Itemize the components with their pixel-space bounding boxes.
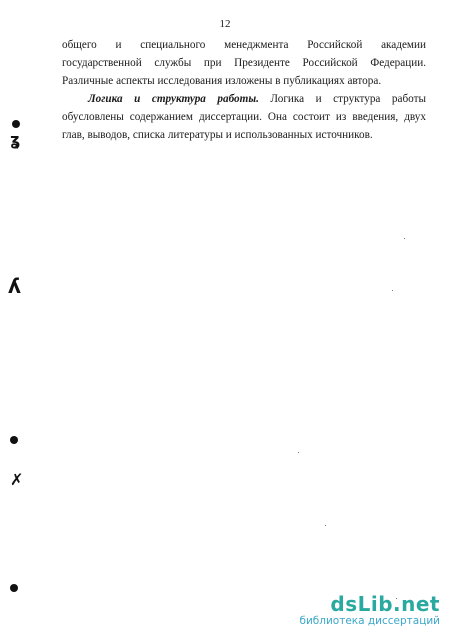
watermark-logo: dsLib.net: [330, 592, 440, 616]
scan-speck: [404, 238, 405, 239]
scan-blot-mark: ʓ: [10, 130, 21, 149]
scan-speck: [392, 290, 393, 291]
watermark: [299, 593, 440, 628]
scan-blot-mark: ʎ: [8, 274, 22, 298]
binder-hole-mark: [12, 120, 20, 128]
scan-speck: [325, 525, 326, 526]
paragraph-continuation: [62, 36, 426, 90]
binder-hole-mark: [10, 584, 18, 592]
scan-speck: [298, 452, 299, 453]
paragraph-structure: [62, 90, 426, 144]
paragraph-lead-heading: Логика и структура работы.: [88, 93, 259, 105]
binder-hole-mark: [10, 436, 18, 444]
watermark-subtitle: библиотека диссертаций: [299, 615, 440, 627]
scan-blot-mark: ✗: [10, 470, 24, 489]
page-number: 12: [219, 18, 231, 30]
paragraph-text: общего и специального менеджмента Российской академии государственной службы при Президенте Российской Федерации. Различные аспекты исследования изложены в публикациях автора.: [62, 39, 426, 87]
paragraph-text: Логика и структура работы обусловлены содержанием диссертации. Она состоит из введения, двух глав, выводов, списка литературы и использованных источников.: [62, 93, 426, 141]
